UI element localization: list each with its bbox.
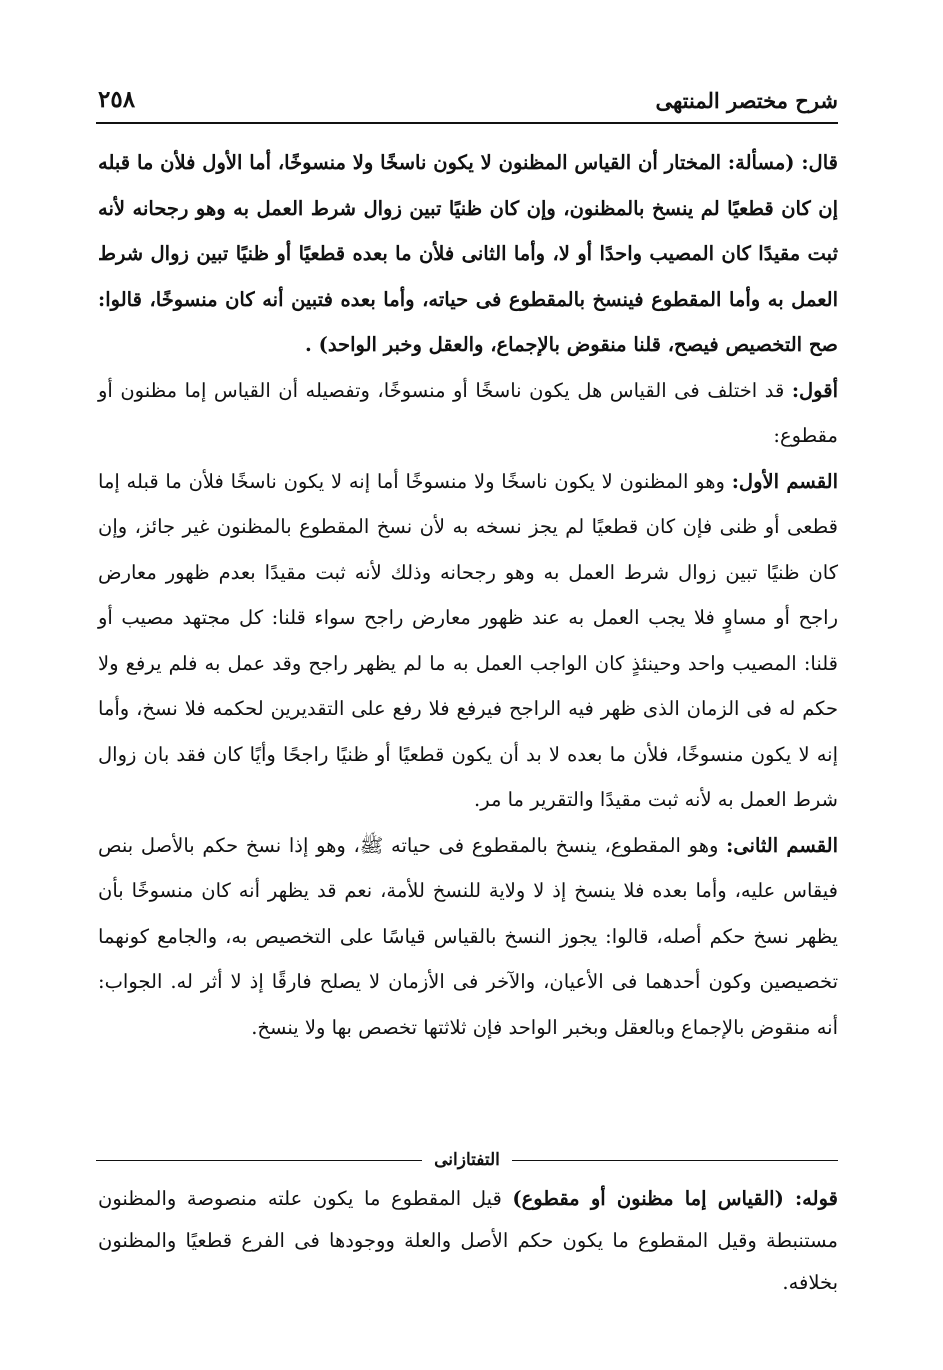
- section-one-text: وهو المظنون لا يكون ناسخًا ولا منسوخًا أما إنه لا يكون ناسخًا فلأن ما قبله إما قطعى أو ظنى فإن كان قطعيًا لم يجز نسخه به لأن نسخ المقطوع بالمظنون غير جائز، وإن كان ظنيًا تبين زوال شرط العمل به وهو رجحانه وذلك لأنه ثبت مقيدًا بعدم ظهور معارض راجح أو مساوٍ فلا يجب العمل به عند ظهور معارض راجح سواء قلنا: كل مجتهد مصيب أو قلنا: المصيب واحد وحينئذٍ كان الواجب العمل به ما لم يظهر راجح وقد عمل به فلم يرفع ولا حكم له فى الزمان الذى ظهر فيه الراجح فيرفع فلا رفع على التقديرين لحكمه فلا نسخ، وأما إنه لا يكون منسوخًا، فلأن ما بعده لا بد أن يكون قطعيًا أو ظنيًا راجحًا وأيًا كان فقد بان زوال شرط العمل به لأنه ثبت مقيدًا والتقرير ما مر.: [98, 469, 838, 811]
- separator-line-left: [96, 1160, 422, 1161]
- page-number: ٢٥٨: [98, 86, 136, 113]
- hashiya-lead: قوله: (القياس إما مظنون أو مقطوع): [512, 1187, 838, 1210]
- section-two-paragraph: [98, 823, 838, 1051]
- section-one-lead: القسم الأول:: [731, 469, 839, 493]
- matn-paragraph: [98, 140, 838, 368]
- section-one-paragraph: [98, 459, 838, 823]
- running-title: شرح مختصر المنتهى: [655, 88, 838, 113]
- section-two-text: وهو المقطوع، ينسخ بالمقطوع فى حياته ﷺ، وهو إذا نسخ حكم بالأصل بنص فيقاس عليه، وأما بعده فلا ينسخ إذ لا ولاية للنسخ للأمة، نعم قد يظهر أنه كان منسوخًا بأن يظهر نسخ حكم أصله، قالوا: يجوز النسخ بالقياس قياسًا على التخصيص به، والجامع كونهما تخصيصين وكون أحدهما فى الأعيان، والآخر فى الأزمان لا يصلح فارقًا إذ لا أثر له. الجواب: أنه منقوض بالإجماع وبالعقل وبخبر الواحد فإن ثلاثتها تخصص بها ولا ينسخ.: [98, 833, 838, 1039]
- hashiya-body: قيل المقطوع ما يكون علته منصوصة والمظنون مستنبطة وقيل المقطوع ما يكون حكم الأصل والعلة ووجودها فى الفرع قطعيًا والمظنون بخلافه.: [98, 1187, 838, 1294]
- sharh-intro-text: قد اختلف فى القياس هل يكون ناسخًا أو منسوخًا، وتفصيله أن القياس إما مظنون أو مقطوع:: [98, 378, 838, 447]
- hashiya-paragraph: [98, 1178, 838, 1304]
- hashiya-text: [98, 1178, 838, 1304]
- running-header: [96, 86, 838, 120]
- matn-text: قال: (مسألة: المختار أن القياس المظنون لا يكون ناسخًا ولا منسوخًا، أما الأول فلأن ما قبله إن كان قطعيًا لم ينسخ بالمظنون، وإن كان ظنيًا تبين زوال شرط العمل به وهو رجحانه لأنه ثبت مقيدًا كان المصيب واحدًا أو لا، وأما الثانى فلأن ما بعده قطعيًا أو ظنيًا تبين زوال شرط العمل به وأما المقطوع فينسخ بالمقطوع فى حياته، وأما بعده فتبين أنه كان منسوخًا، قالوا: صح التخصيص فيصح، قلنا منقوض بالإجماع، والعقل وخبر الواحد) .: [98, 151, 838, 356]
- separator-line-right: [512, 1160, 838, 1161]
- section-two-lead: القسم الثانى:: [726, 833, 838, 857]
- commentary-separator: [96, 1148, 838, 1172]
- separator-label: التفتازانى: [434, 1150, 500, 1170]
- header-rule: [96, 122, 838, 124]
- sharh-intro-lead: أقول:: [791, 378, 838, 402]
- sharh-intro-paragraph: [98, 368, 838, 459]
- main-text: [98, 140, 838, 1050]
